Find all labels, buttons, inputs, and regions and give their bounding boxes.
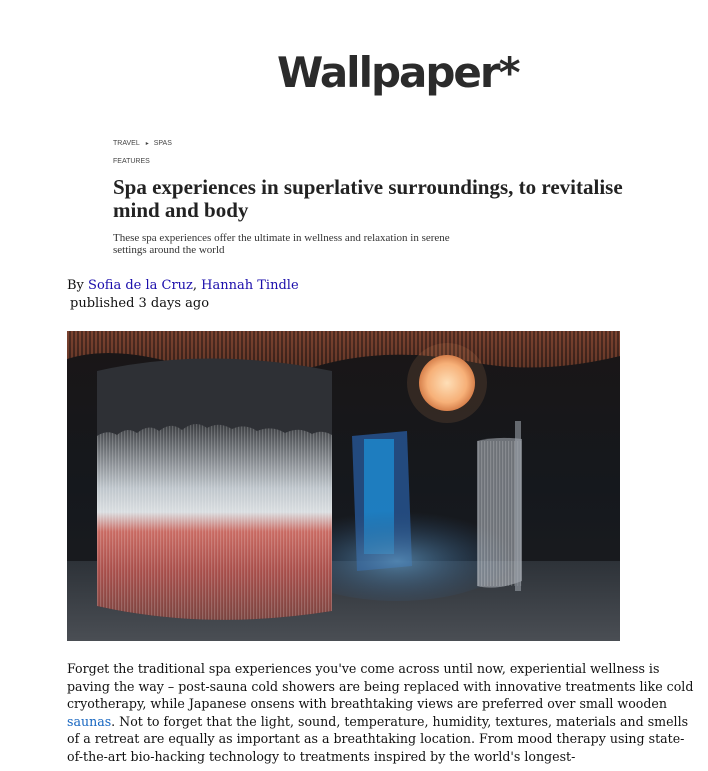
breadcrumb-spas[interactable]: SPAS <box>153 140 172 147</box>
author-link-1[interactable]: Sofia de la Cruz <box>88 278 193 293</box>
hero-image <box>67 331 620 641</box>
breadcrumb <box>113 139 172 149</box>
breadcrumb-travel[interactable]: TRAVEL <box>113 140 140 147</box>
saunas-link[interactable]: saunas <box>67 713 112 729</box>
byline-prefix: By <box>67 278 84 293</box>
author-separator: , <box>192 278 202 293</box>
wallpaper-logo[interactable]: Wallpaper* <box>277 48 519 97</box>
section-tag-features[interactable]: FEATURES <box>113 158 150 165</box>
article-headline: Spa experiences in superlative surroundings, to revitalise mind and body <box>113 175 623 222</box>
body-text-after-link: . Not to forget that the light, sound, temperature, humidity, textures, materials and smells of a retreat are equally as important as a breathtaking location. From mood therapy using state-of-the-art bio-hacking technology to treatments inspired by the world's longest- <box>67 713 689 764</box>
body-text-before-link: Forget the traditional spa experiences you've come across until now, experiential wellness is paving the way – post-sauna cold showers are being replaced with innovative treatments like cold cryotherapy, while Japanese onsens with breathtaking views are preferred over small wooden <box>67 661 694 711</box>
article-body <box>67 660 697 765</box>
breadcrumb-arrow-icon: ▸ <box>145 141 149 147</box>
published-date: published 3 days ago <box>70 296 210 311</box>
author-link-2[interactable]: Hannah Tindle <box>201 278 299 293</box>
byline <box>67 277 299 295</box>
article-standfirst: These spa experiences offer the ultimate in wellness and relaxation in serene settings around the world <box>113 232 450 256</box>
